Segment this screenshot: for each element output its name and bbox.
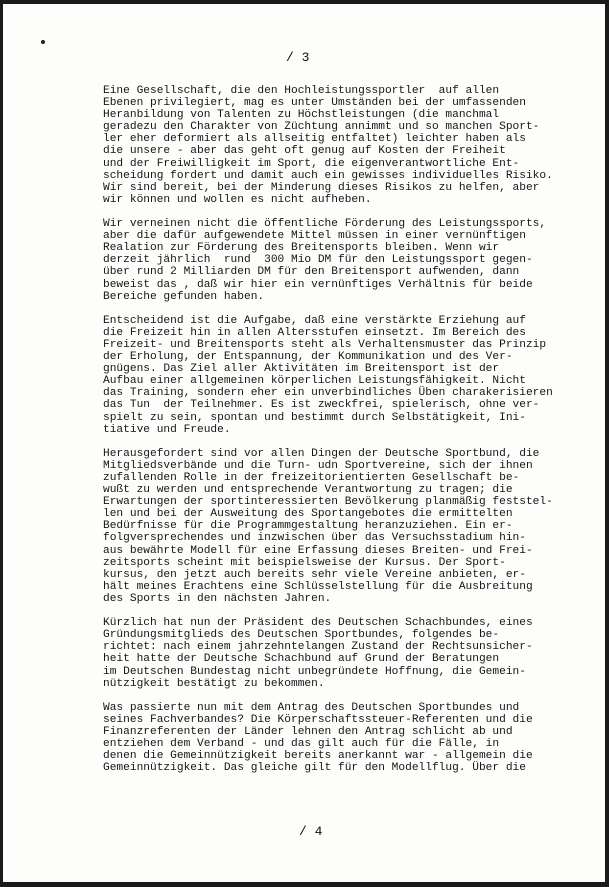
text-line: heit hatte der Deutsche Schachbund auf Grund der Beratungen [103, 653, 500, 666]
text-line: und der Freiwilligkeit im Sport, die eigenverantwortliche Ent- [103, 157, 520, 170]
document-page [3, 4, 605, 882]
text-line: Gründungsmitglieds des Deutschen Sportbundes, folgendes be- [103, 629, 500, 642]
text-line: des Sports in den nächsten Jahren. [103, 592, 332, 605]
text-line: scheidung fordert und damit auch ein gewisses individuelles Risiko. [103, 169, 553, 182]
text-line: Erwartungen der sportinteressierten Bevölkerung planmäßig feststel- [103, 496, 553, 509]
paragraph [103, 85, 583, 206]
text-line: wußt zu werden und entsprechende Verantwortung zu tragen; die [103, 484, 513, 497]
paragraph [103, 315, 583, 436]
paragraph [103, 702, 583, 775]
text-line: denen die Gemeinnützigkeit bereits anerkannt war - allgemein die [103, 750, 533, 763]
paragraph [103, 448, 583, 605]
text-line: im Deutschen Bundestag nicht unbegründete Hoffnung, die Gemein- [103, 665, 526, 678]
text-line: seines Fachverbandes? Die Körperschaftssteuer-Referenten und die [103, 713, 533, 726]
text-line: Eine Gesellschaft, die den Hochleistungssportler auf allen [103, 85, 500, 97]
text-line: len und bei der Ausweitung des Sportangebotes die ermittelten [103, 508, 513, 521]
text-line: Aufbau einer allgemeinen körperlichen Leistungsfähigkeit. Nicht [103, 375, 526, 388]
text-line: richtet: nach einem jahrzehntelangen Zustand der Rechtsunsicher- [103, 641, 533, 654]
text-line: aus bewährte Modell für eine Erfassung dieses Breiten- und Frei- [103, 544, 533, 557]
text-line: Mitgliedsverbände und die Turn- udn Sportvereine, sich der ihnen [103, 459, 533, 472]
text-line: Ebenen privilegiert, mag es unter Umständen bei der umfassenden [103, 97, 526, 110]
text-line: die unsere - aber das geht oft genug auf Kosten der Freiheit [103, 145, 506, 158]
text-line: kursus, den jetzt auch bereits sehr viele Vereine anbieten, er- [103, 568, 526, 581]
text-line: folgversprechendes und inzwischen über das Versuchsstadium hin- [103, 532, 526, 545]
text-line: tiative und Freude. [103, 423, 231, 436]
scan-mark [41, 40, 45, 44]
text-line: Wir sind bereit, bei der Minderung dieses Risikos zu helfen, aber [103, 181, 540, 194]
text-line: Wir verneinen nicht die öffentliche Förderung des Leistungssports, [103, 218, 547, 231]
text-line: zeitsports scheint mit beispielsweise der Kursus. Der Sport- [103, 556, 506, 569]
text-line: spielt zu sein, spontan und bestimmt durch Selbstätigkeit, Ini- [103, 411, 526, 424]
text-line: zufallenden Rolle in der freizeitorientierten Gesellschaft be- [103, 472, 520, 484]
text-line: hält meines Erachtens eine Schlüsselstellung für die Ausbreitung [103, 580, 533, 593]
text-line: geradezu den Charakter von Züchtung annimmt und so manchen Sport- [103, 121, 540, 134]
text-line: aber die dafür aufgewendete Mittel müssen in einer vernünftigen [103, 230, 526, 243]
text-line: Was passierte nun mit dem Antrag des Deutschen Sportbundes und [103, 701, 520, 714]
text-line: über rund 2 Milliarden DM für den Breitensport aufwenden, dann [103, 266, 520, 279]
text-line: der Erholung, der Entspannung, der Kommunikation und des Ver- [103, 351, 513, 364]
text-line: Finanzreferenten der Länder lehnen den Antrag schlicht ab und [103, 725, 513, 738]
text-line: Entscheidend ist die Aufgabe, daß eine verstärkte Erziehung auf [103, 314, 526, 327]
text-line: derzeit jährlich rund 300 Mio DM für den Leistungssport gegen- [103, 254, 533, 267]
body-text [103, 85, 583, 786]
paragraph [103, 617, 583, 690]
text-line: das Training, sondern eher ein unverbindliches Üben charakerisieren [103, 387, 553, 400]
text-line: Heranbildung von Talenten zu Höchstleistungen (die manchmal [103, 109, 500, 122]
text-line: entziehen dem Verband - und das gilt auch für die Fälle, in [103, 738, 500, 751]
text-line: Gemeinnützigkeit. Das gleiche gilt für den Modellflug. Über die [103, 762, 526, 775]
text-line: wir können und wollen es nicht aufheben. [103, 193, 372, 206]
paragraph [103, 218, 583, 303]
text-line: beweist das , daß wir hier ein vernünftiges Verhältnis für beide [103, 278, 533, 291]
text-line: Bedürfnisse für die Programmgestaltung heranzuziehen. Ein er- [103, 520, 513, 533]
text-line: ler eher deformiert als allseitig entfaltet) leichter haben als [103, 133, 526, 146]
page-footer-marker: / 4 [299, 824, 323, 839]
text-line: gnügens. Das Ziel aller Aktivitäten im Breitensport ist der [103, 363, 500, 376]
text-line: die Freizeit hin in allen Altersstufen einsetzt. Im Bereich des [103, 326, 526, 339]
text-line: nützigkeit bestätigt zu bekommen. [103, 677, 325, 690]
text-line: Realation zur Förderung des Breitensports bleiben. Wenn wir [103, 242, 500, 255]
text-line: Kürzlich hat nun der Präsident des Deutschen Schachbundes, eines [103, 617, 533, 630]
text-line: Freizeit- und Breitensports steht als Verhaltensmuster das Prinzip [103, 338, 547, 351]
page-header-marker: / 3 [286, 50, 310, 65]
text-line: das Tun der Teilnehmer. Es ist zweckfrei, spielerisch, ohne ver- [103, 399, 540, 412]
text-line: Herausgefordert sind vor allen Dingen der Deutsche Sportbund, die [103, 447, 540, 460]
text-line: Bereiche gefunden haben. [103, 290, 265, 303]
